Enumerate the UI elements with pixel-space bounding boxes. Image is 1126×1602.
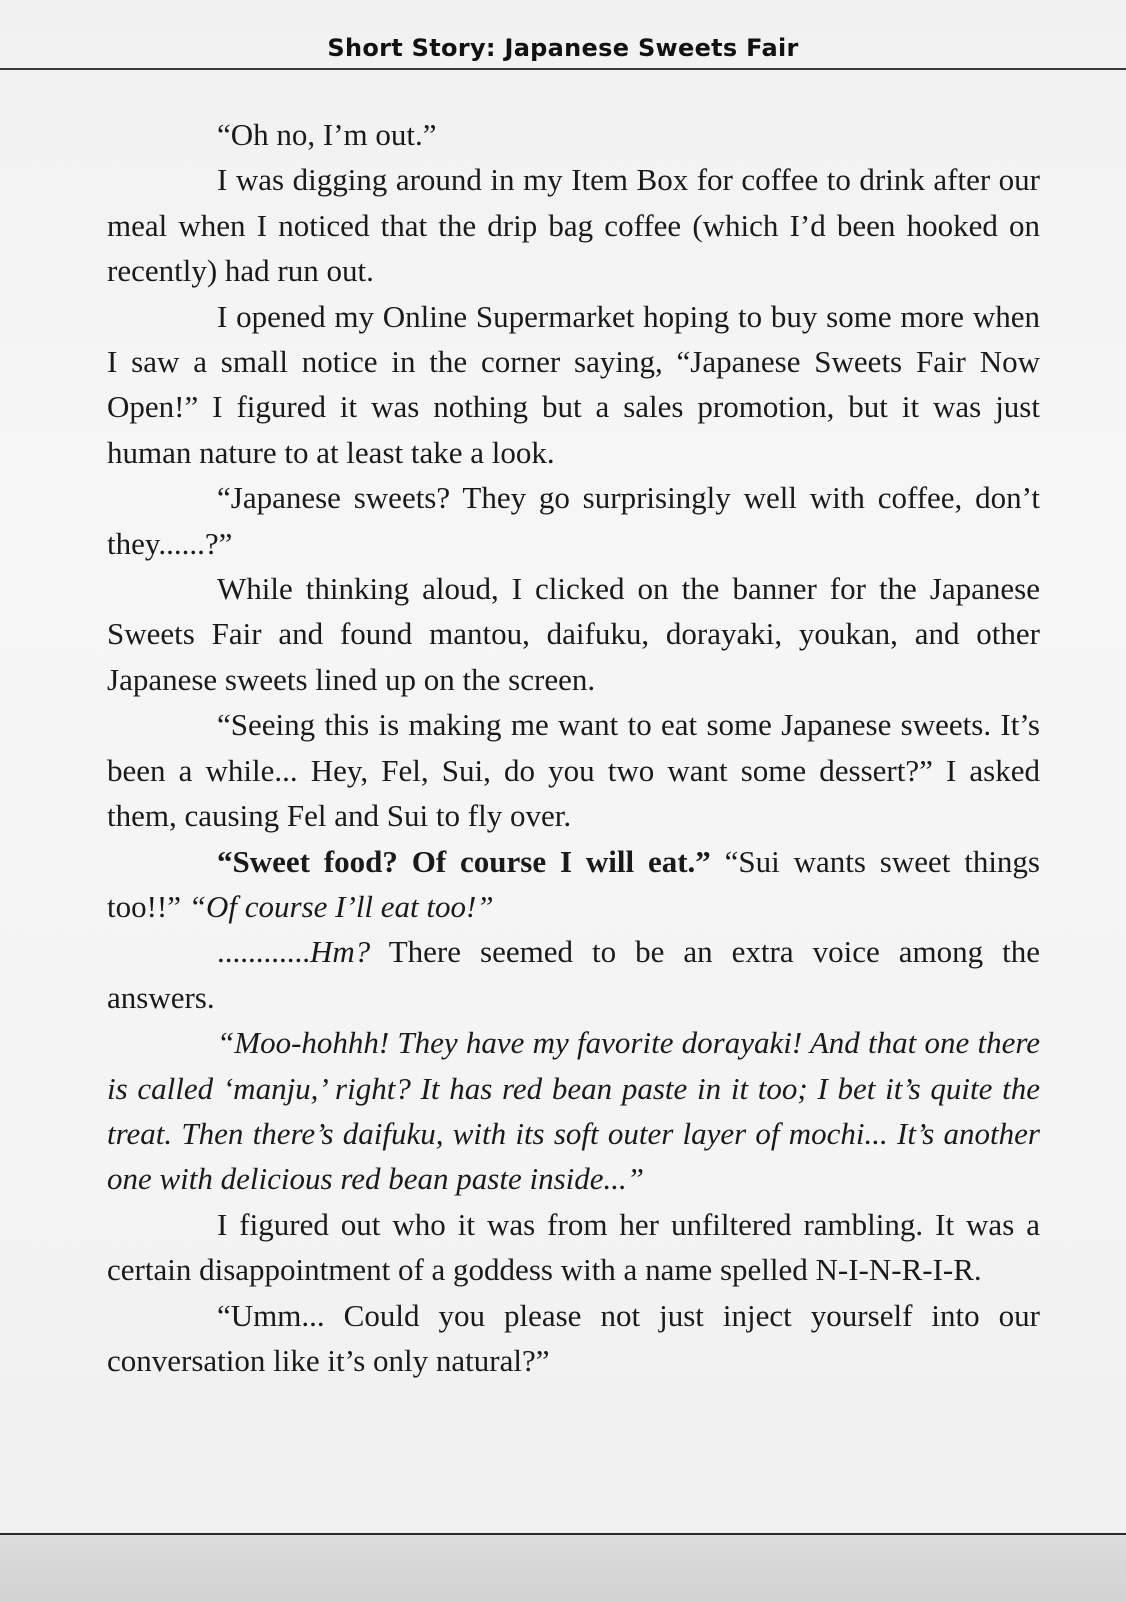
paragraph-text: I figured out who it was from her unfiltered rambling. It was a certain disappointment of a goddess with a name spelled N-I-N-R-I-R. — [107, 1206, 1040, 1288]
paragraph-text: While thinking aloud, I clicked on the banner for the Japanese Sweets Fair and found mantou, daifuku, dorayaki, youkan, and other Japanese sweets lined up on the screen. — [107, 571, 1040, 697]
paragraph-text: “Seeing this is making me want to eat some Japanese sweets. It’s been a while... Hey, Fel, Sui, do you two want some dessert?” I asked them, causing Fel and Sui to fly over. — [107, 707, 1040, 834]
paragraph-text: There seemed to be an extra voice among the answers. — [107, 934, 1040, 1015]
paragraph — [107, 1293, 1040, 1384]
ellipsis-text: ............ — [217, 934, 310, 970]
paragraph-text: I was digging around in my Item Box for coffee to drink after our meal when I noticed that the drip bag coffee (which I’d been hooked on recently) had run out. — [107, 162, 1040, 289]
extra-voice-dialogue: “Of course I’ll eat too!” — [188, 888, 494, 924]
page-header-title: Short Story: Japanese Sweets Fair — [327, 34, 799, 62]
paragraph — [107, 475, 1040, 566]
sui-dialogue: “Sui wants sweet things too!!” — [107, 843, 1040, 924]
thought-text: Hm? — [310, 934, 371, 970]
paragraph-text: I opened my Online Supermarket hoping to buy some more when I saw a small notice in the corner saying, “Japanese Sweets Fair Now Open!” I figured it was nothing but a sales promotion, but it was just human nature to at least take a look. — [107, 298, 1040, 470]
page-footer-band — [0, 1533, 1126, 1602]
paragraph — [107, 1020, 1040, 1202]
story-body — [107, 112, 1040, 1383]
running-header — [0, 0, 1126, 70]
paragraph-text: “Umm... Could you please not just inject yourself into our conversation like it’s only natural?” — [107, 1297, 1040, 1378]
paragraph — [107, 566, 1040, 702]
goddess-dialogue: “Moo-hohhh! They have my favorite dorayaki! And that one there is called ‘manju,’ right? It has red bean paste in it too; I bet it’s quite the treat. Then there’s daifuku, with its soft outer layer of mochi... It’s another one with delicious red bean paste inside...” — [107, 1025, 1040, 1197]
paragraph — [107, 1202, 1040, 1293]
paragraph-text: “Japanese sweets? They go surprisingly well with coffee, don’t they......?” — [107, 480, 1040, 561]
paragraph — [107, 157, 1040, 293]
fel-dialogue: “Sweet food? Of course I will eat.” — [217, 843, 711, 879]
paragraph — [107, 294, 1040, 476]
paragraph — [107, 929, 1040, 1020]
paragraph — [107, 839, 1040, 930]
paragraph — [107, 702, 1040, 838]
paragraph-text: “Oh no, I’m out.” — [217, 117, 437, 152]
paragraph — [107, 112, 1040, 157]
